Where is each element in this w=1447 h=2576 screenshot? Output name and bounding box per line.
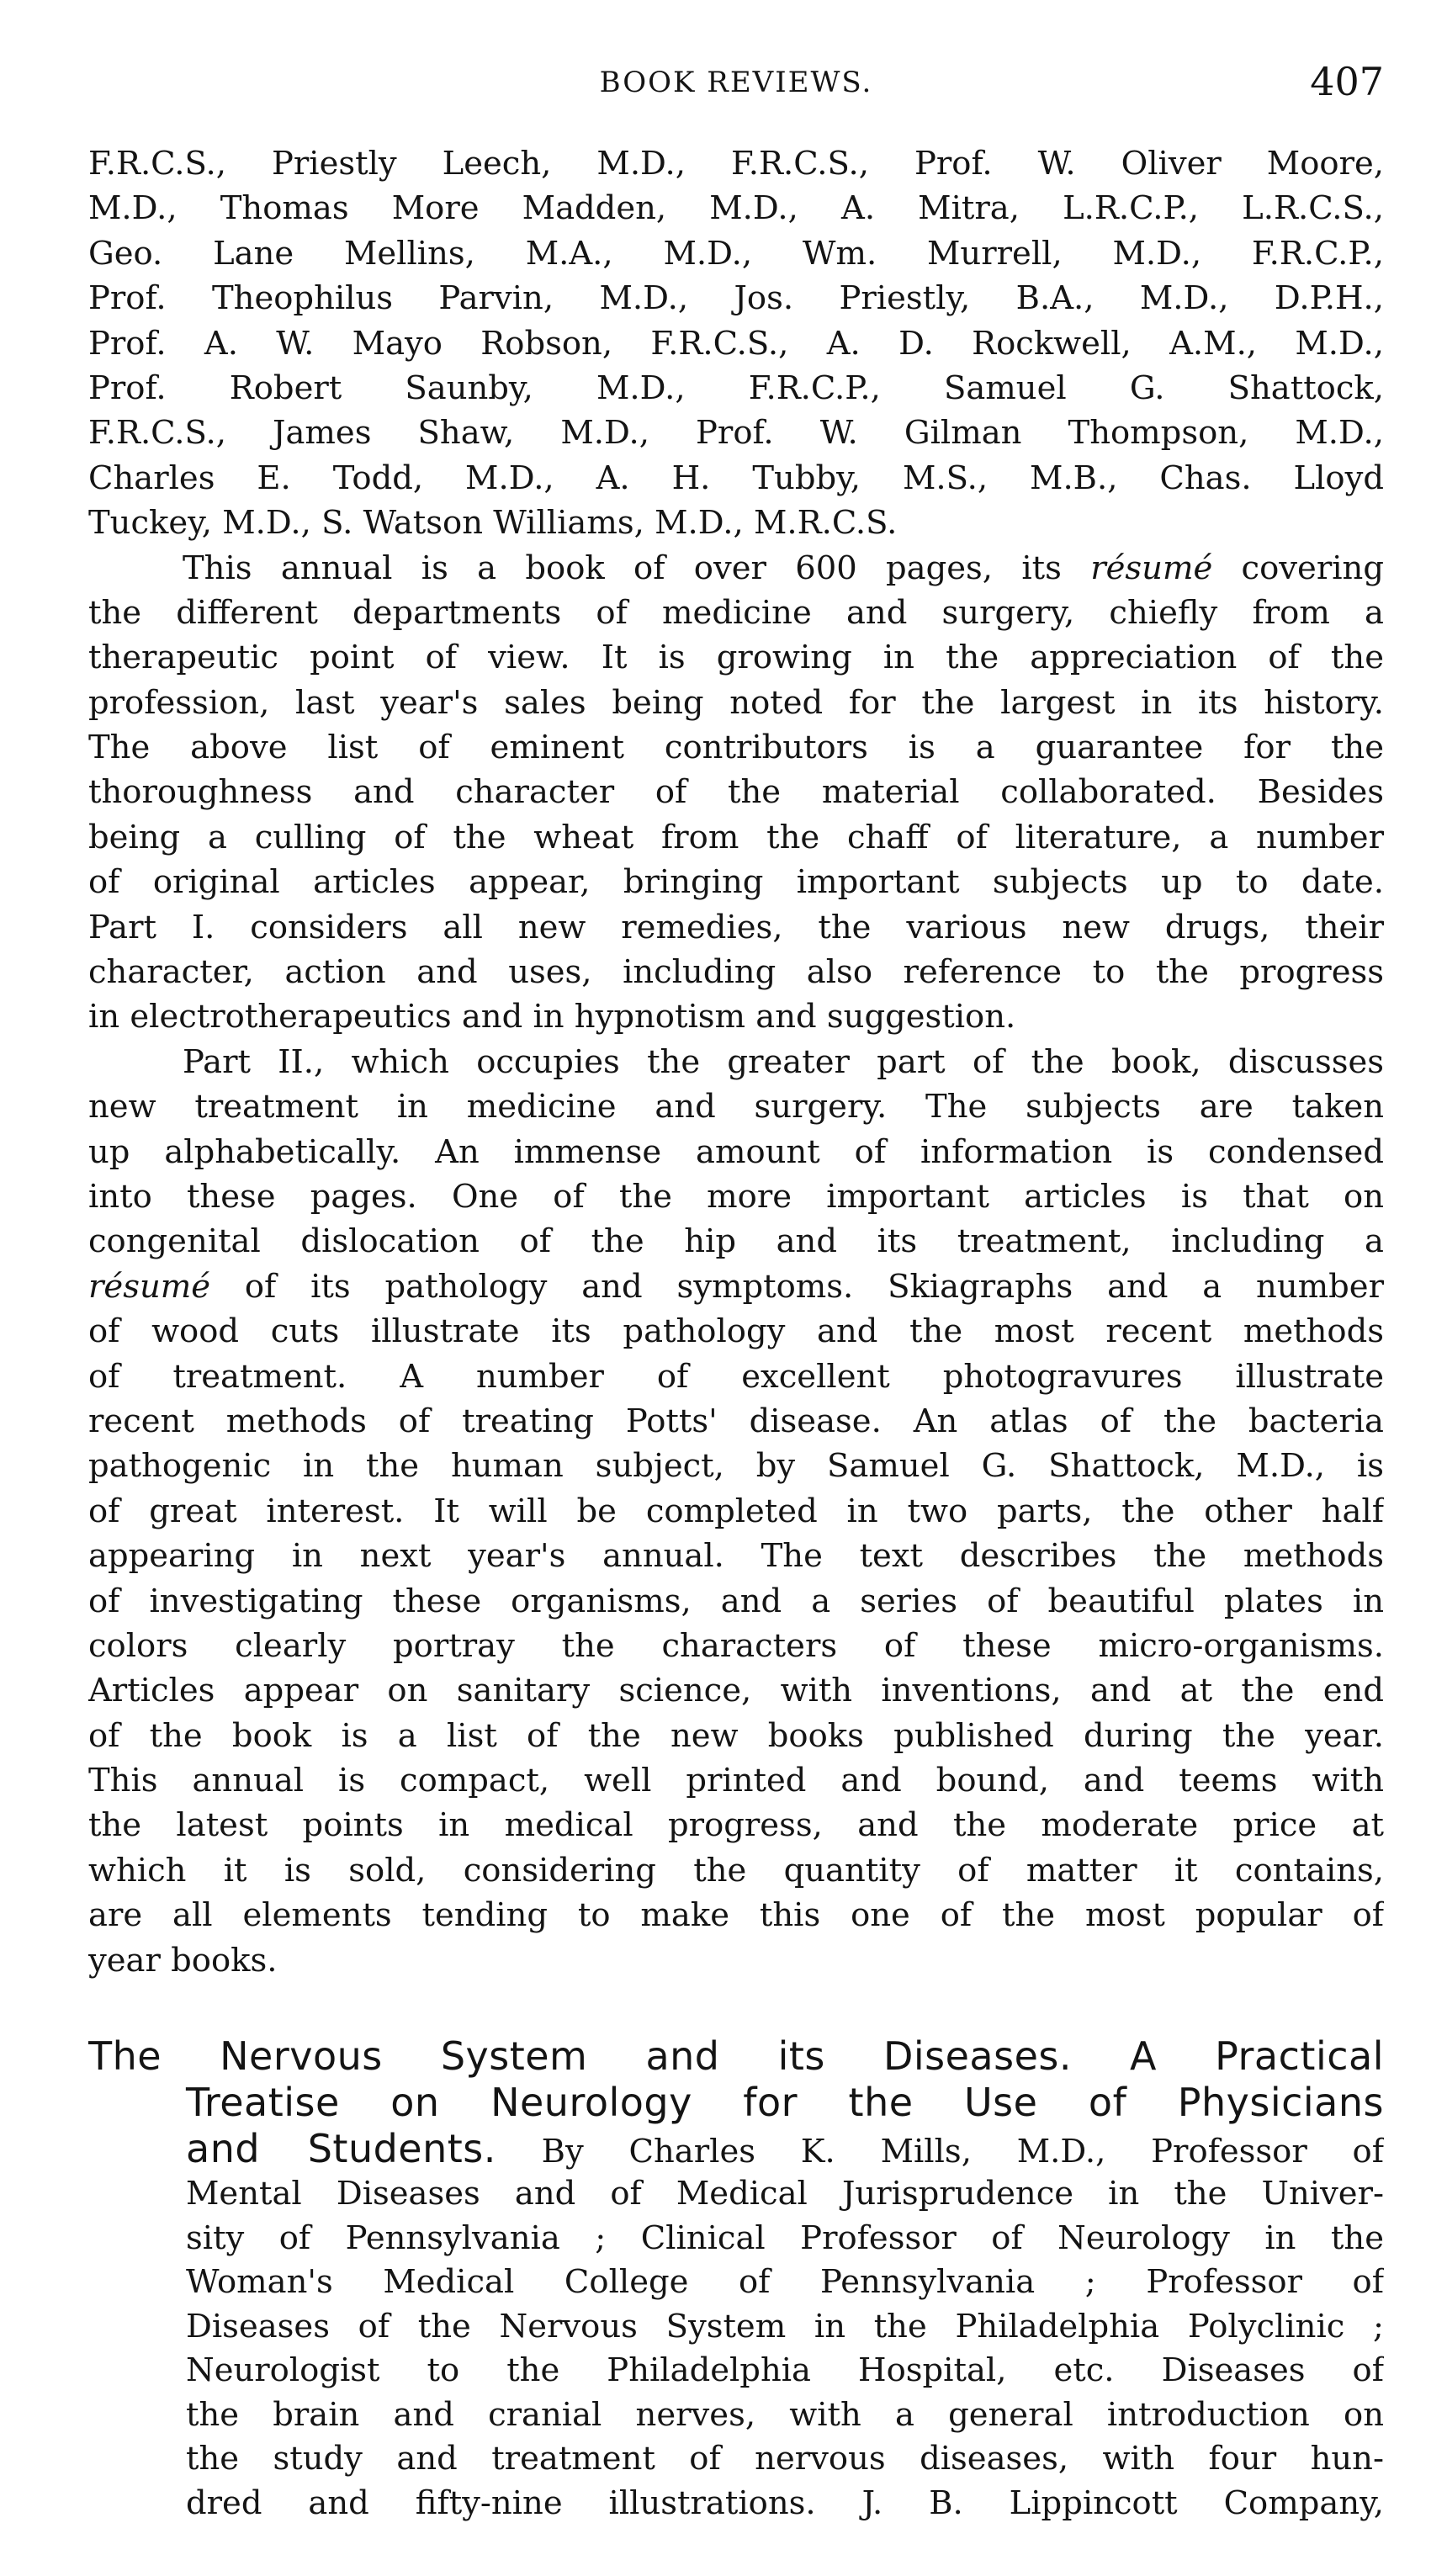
text-line: congenital dislocation of the hip and its treatment, including a: [88, 1222, 1384, 1261]
text-line: of original articles appear, bringing important subjects up to date.: [88, 863, 1384, 902]
text-line: Charles E. Todd, M.D., A. H. Tubby, M.S., M.B., Chas. Lloyd: [88, 458, 1384, 497]
text-line: of great interest. It will be completed in two parts, the other half: [88, 1492, 1384, 1530]
text-line: Geo. Lane Mellins, M.A., M.D., Wm. Murrell, M.D., F.R.C.P.,: [88, 234, 1384, 273]
text-line: of the book is a list of the new books published during the year.: [88, 1716, 1384, 1755]
text-line: Prof. Robert Saunby, M.D., F.R.C.P., Samuel G. Shattock,: [88, 368, 1384, 407]
author-credit-run: By Charles K. Mills, M.D., Professor of: [496, 2133, 1384, 2171]
text-line: the study and treatment of nervous diseases, with four hun-: [186, 2440, 1384, 2478]
running-title: BOOK REVIEWS.: [599, 66, 873, 99]
text-line: being a culling of the wheat from the chaff of literature, a number: [88, 818, 1384, 856]
text-line: [88, 546, 1384, 591]
text-line: M.D., Thomas More Madden, M.D., A. Mitra, L.R.C.P., L.R.C.S.,: [88, 189, 1384, 228]
text-line: recent methods of treating Potts' disease. An atlas of the bacteria: [88, 1402, 1384, 1440]
text-line: The above list of eminent contributors is a guarantee for the: [88, 729, 1384, 767]
text-line: This annual is compact, well printed and bound, and teems with: [88, 1762, 1384, 1800]
text-line: Prof. A. W. Mayo Robson, F.R.C.S., A. D. Rockwell, A.M., M.D.,: [88, 324, 1384, 363]
next-review-heading: [88, 2033, 1384, 2526]
section-spacer: [88, 1983, 1384, 2033]
text-line: into these pages. One of the more important articles is that on: [88, 1177, 1384, 1216]
text-line: [88, 1264, 1384, 1309]
book-title-line: The Nervous System and its Diseases. A Practical: [88, 2033, 1384, 2080]
text-line: Tuckey, M.D., S. Watson Williams, M.D., M.R.C.S.: [88, 504, 898, 543]
part-two-paragraph: [88, 1040, 1384, 1983]
text-line: therapeutic point of view. It is growing in the appreciation of the: [88, 639, 1384, 677]
text-run: of its pathology and symptoms. Skiagraphs and a number: [210, 1267, 1384, 1306]
running-head: [88, 59, 1384, 126]
text-line: F.R.C.S., Priestly Leech, M.D., F.R.C.S., Prof. W. Oliver Moore,: [88, 145, 1384, 183]
book-title-line: [88, 2126, 1384, 2172]
contributors-list: [88, 141, 1384, 546]
text-line: profession, last year's sales being noted for the largest in its history.: [88, 683, 1384, 722]
text-line: up alphabetically. An immense amount of information is condensed: [88, 1132, 1384, 1171]
italic-word: résumé: [1090, 549, 1213, 587]
text-line: character, action and uses, including also reference to the progress: [88, 953, 1384, 992]
text-line: F.R.C.S., James Shaw, M.D., Prof. W. Gilman Thompson, M.D.,: [88, 414, 1384, 453]
text-line: Articles appear on sanitary science, with inventions, and at the end: [88, 1672, 1384, 1710]
text-line: dred and fifty-nine illustrations. J. B. Lippincott Company,: [186, 2483, 1384, 2522]
text-line: Part II., which occupies the greater part of the book, discusses: [183, 1042, 1384, 1081]
text-line: Diseases of the Nervous System in the Philadelphia Polyclinic ;: [186, 2307, 1384, 2345]
text-line: the brain and cranial nerves, with a general introduction on: [186, 2395, 1384, 2434]
text-line: Part I. considers all new remedies, the various new drugs, their: [88, 908, 1384, 946]
text-line: Neurologist to the Philadelphia Hospital, etc. Diseases of: [186, 2351, 1384, 2390]
text-line: Prof. Theophilus Parvin, M.D., Jos. Priestly, B.A., M.D., D.P.H.,: [88, 279, 1384, 318]
text-line: colors clearly portray the characters of these micro-organisms.: [88, 1626, 1384, 1665]
page-number: 407: [1310, 59, 1384, 104]
text-line: of wood cuts illustrate its pathology and the most recent methods: [88, 1312, 1384, 1351]
book-title-run: and Students.: [186, 2126, 496, 2172]
annual-review-paragraph: [88, 546, 1384, 1040]
page: [88, 59, 1384, 2526]
text-line: pathogenic in the human subject, by Samuel G. Shattock, M.D., is: [88, 1447, 1384, 1486]
text-line: in electrotherapeutics and in hypnotism and suggestion.: [88, 998, 1016, 1036]
text-line: Mental Diseases and of Medical Jurisprudence in the Univer-: [186, 2175, 1384, 2213]
text-run: covering: [1212, 549, 1384, 587]
text-line: appearing in next year's annual. The text describes the methods: [88, 1537, 1384, 1576]
text-line: sity of Pennsylvania ; Clinical Professor of Neurology in the: [186, 2218, 1384, 2257]
text-line: of investigating these organisms, and a series of beautiful plates in: [88, 1582, 1384, 1620]
italic-word: résumé: [88, 1267, 211, 1306]
text-line: the latest points in medical progress, and the moderate price at: [88, 1806, 1384, 1845]
text-line: new treatment in medicine and surgery. The subjects are taken: [88, 1088, 1384, 1126]
text-line: of treatment. A number of excellent photogravures illustrate: [88, 1357, 1384, 1396]
book-title-line: Treatise on Neurology for the Use of Physicians: [186, 2080, 1384, 2126]
text-line: Woman's Medical College of Pennsylvania ; Professor of: [186, 2263, 1384, 2302]
text-run: This annual is a book of over 600 pages, its: [183, 549, 1091, 587]
text-line: are all elements tending to make this one of the most popular of: [88, 1896, 1384, 1935]
text-line: the different departments of medicine and surgery, chiefly from a: [88, 593, 1384, 632]
text-line: year books.: [88, 1941, 278, 1980]
text-line: which it is sold, considering the quantity of matter it contains,: [88, 1851, 1384, 1890]
text-line: thoroughness and character of the material collaborated. Besides: [88, 773, 1384, 812]
